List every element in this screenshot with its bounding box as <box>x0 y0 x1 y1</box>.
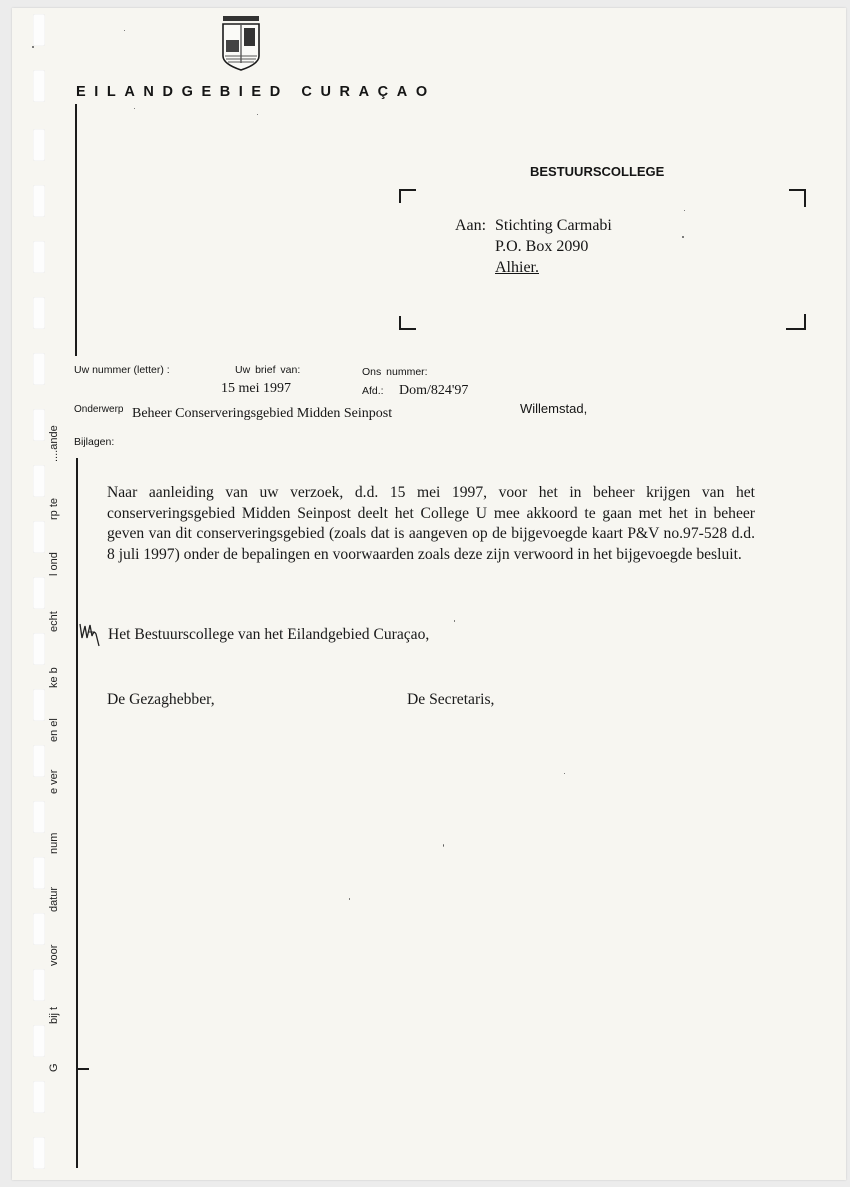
recipient-name: Stichting Carmabi <box>495 217 612 234</box>
scan-speck <box>443 844 444 847</box>
window-corner-tr <box>804 189 806 207</box>
coat-of-arms-icon <box>220 16 262 72</box>
binder-hole <box>33 801 45 833</box>
margin-instruction-fragment: en el <box>48 718 60 742</box>
margin-instruction-fragment: datur <box>48 886 60 912</box>
our-number-label: Ons nummer: <box>362 366 428 378</box>
binder-hole <box>33 913 45 945</box>
margin-instruction-fragment: voor <box>48 944 60 966</box>
window-corner-tr <box>789 189 806 191</box>
scan-speck <box>454 620 455 622</box>
binder-hole <box>33 409 45 441</box>
signatory-body: Het Bestuurscollege van het Eilandgebied Curaçao, <box>108 626 430 643</box>
recipient-address: P.O. Box 2090 <box>495 238 589 255</box>
your-number-label: Uw nummer (letter) : <box>74 364 170 376</box>
binder-hole <box>33 1081 45 1113</box>
binder-hole <box>33 465 45 497</box>
fold-mark <box>76 1068 89 1070</box>
binder-hole <box>33 129 45 161</box>
letter-page <box>12 8 846 1180</box>
margin-instruction-fragment: echt <box>48 611 60 632</box>
window-corner-tl <box>399 189 416 191</box>
binder-hole <box>33 577 45 609</box>
margin-instruction-fragment: G <box>48 1063 60 1072</box>
margin-instruction-fragment: bij t <box>48 1006 60 1024</box>
scan-speck <box>682 236 684 238</box>
window-corner-tl <box>399 189 401 203</box>
left-rule-top <box>75 104 77 356</box>
organization-name: EILANDGEBIED CURAÇAO <box>76 84 436 100</box>
letter-body-paragraph: Naar aanleiding van uw verzoek, d.d. 15 mei 1997, voor het in beheer krijgen van het conserveringsgebied Midden Seinpost deelt het College U mee akkoord te gaan met het in beheer geven van dit conserveringsgebied (zoals dat is aangeven op de bijgevoegde kaart P&V no.97-528 d.d. 8 juli 1997) onder de bepalingen en voorwaarden zoals deze zijn verwoord in het bijgevoegde besluit. <box>107 484 755 563</box>
left-rule-bottom <box>76 458 78 1168</box>
recipient-city: Alhier. <box>495 259 539 276</box>
binder-hole <box>33 745 45 777</box>
attachments-label: Bijlagen: <box>74 436 115 448</box>
scan-speck <box>684 210 685 211</box>
binder-hole <box>33 689 45 721</box>
window-corner-br <box>786 328 806 330</box>
department-heading: BESTUURSCOLLEGE <box>530 164 665 179</box>
scan-speck <box>564 773 565 774</box>
margin-instruction-fragment: ke b <box>48 667 60 688</box>
place-label: Willemstad, <box>520 401 588 416</box>
your-letter-label: Uw brief van: <box>235 364 301 376</box>
department-label: Afd.: <box>362 385 384 397</box>
binder-hole <box>33 353 45 385</box>
binder-hole <box>33 297 45 329</box>
binder-hole <box>33 969 45 1001</box>
binder-hole <box>33 14 45 46</box>
margin-instruction-fragment: num <box>48 832 60 854</box>
department-reference: Dom/824'97 <box>399 383 469 398</box>
binder-hole <box>33 521 45 553</box>
subject-label: Onderwerp <box>74 404 124 415</box>
margin-instruction-fragment: l ond <box>48 552 60 576</box>
margin-instruction-fragment: rp te <box>48 497 60 520</box>
scan-speck <box>134 108 135 109</box>
signer-secretaris: De Secretaris, <box>407 691 495 708</box>
binder-hole <box>33 633 45 665</box>
binder-hole <box>33 1137 45 1169</box>
margin-instruction-fragment: ....ande <box>48 425 60 462</box>
signer-gezaghebber: De Gezaghebber, <box>107 691 215 708</box>
window-corner-bl <box>399 328 416 330</box>
scan-speck <box>257 114 258 115</box>
margin-instruction-fragment: e ver <box>48 769 60 794</box>
your-letter-date: 15 mei 1997 <box>221 381 291 396</box>
recipient-prefix: Aan: <box>455 217 487 234</box>
scan-speck <box>32 46 34 48</box>
binder-hole <box>33 241 45 273</box>
binder-hole <box>33 185 45 217</box>
binder-hole <box>33 1025 45 1057</box>
binder-hole <box>33 857 45 889</box>
handwritten-initials-icon <box>78 620 100 648</box>
subject-value: Beheer Conserveringsgebied Midden Seinpost <box>132 406 393 421</box>
scan-speck <box>349 898 350 900</box>
binder-hole <box>33 70 45 102</box>
scan-speck <box>124 30 125 31</box>
